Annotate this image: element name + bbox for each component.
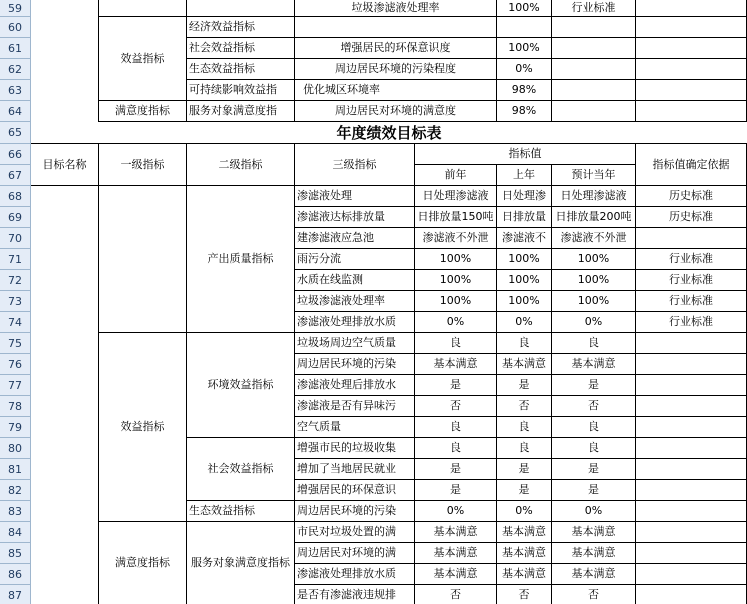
cell-basis-61[interactable]: [552, 38, 636, 59]
cell-basis-63[interactable]: [552, 80, 636, 101]
cell-level3-87[interactable]: 是否有渗滤液违规排: [295, 585, 415, 604]
cell-l2-eco[interactable]: 生态效益指标: [187, 501, 295, 522]
cell-extra-59[interactable]: [636, 0, 747, 17]
cell-l1-benefit[interactable]: 效益指标: [99, 333, 187, 522]
cell-l2-env[interactable]: 环境效益指标: [187, 333, 295, 438]
cell-last-year-76[interactable]: 基本满意: [497, 354, 552, 375]
cell-last-year-85[interactable]: 基本满意: [497, 543, 552, 564]
cell-forecast-71[interactable]: 100%: [552, 249, 636, 270]
row-header-67[interactable]: 67: [0, 165, 31, 186]
cell-val-60[interactable]: [497, 17, 552, 38]
cell-prev-year-83[interactable]: 0%: [415, 501, 497, 522]
cell-last-year-71[interactable]: 100%: [497, 249, 552, 270]
row-header-64[interactable]: 64: [0, 101, 31, 122]
cell-level3-80[interactable]: 增强市民的垃圾收集: [295, 438, 415, 459]
cell-level3-85[interactable]: 周边居民对环境的满: [295, 543, 415, 564]
cell-l2-59[interactable]: [187, 0, 295, 17]
cell-prev-year-85[interactable]: 基本满意: [415, 543, 497, 564]
cell-l1-output[interactable]: [99, 186, 187, 333]
cell-forecast-83[interactable]: 0%: [552, 501, 636, 522]
cell-prev-year-76[interactable]: 基本满意: [415, 354, 497, 375]
cell-level3-86[interactable]: 渗滤液处理排放水质: [295, 564, 415, 585]
cell-l3-60[interactable]: [295, 17, 497, 38]
cell-prev-year-82[interactable]: 是: [415, 480, 497, 501]
row-header-73[interactable]: 73: [0, 291, 31, 312]
cell-basis-73[interactable]: 行业标准: [636, 291, 747, 312]
cell-level3-69[interactable]: 渗滤液达标排放量: [295, 207, 415, 228]
cell-forecast-74[interactable]: 0%: [552, 312, 636, 333]
header-basis[interactable]: 指标值确定依据: [636, 144, 747, 186]
cell-basis-85[interactable]: [636, 543, 747, 564]
cell-extra-60[interactable]: [636, 17, 747, 38]
header-forecast-year[interactable]: 预计当年: [552, 165, 636, 186]
cell-l3-63[interactable]: 优化城区环境率: [295, 80, 497, 101]
cell-name-upper[interactable]: [31, 0, 99, 122]
header-last-year[interactable]: 上年: [497, 165, 552, 186]
cell-prev-year-84[interactable]: 基本满意: [415, 522, 497, 543]
cell-l2-social[interactable]: 社会效益指标: [187, 438, 295, 501]
cell-l3-62[interactable]: 周边居民环境的污染程度: [295, 59, 497, 80]
row-header-71[interactable]: 71: [0, 249, 31, 270]
cell-extra-63[interactable]: [636, 80, 747, 101]
cell-forecast-75[interactable]: 良: [552, 333, 636, 354]
cell-last-year-70[interactable]: 渗滤液不: [497, 228, 552, 249]
cell-forecast-78[interactable]: 否: [552, 396, 636, 417]
cell-basis-69[interactable]: 历史标准: [636, 207, 747, 228]
cell-forecast-80[interactable]: 良: [552, 438, 636, 459]
cell-val-61[interactable]: 100%: [497, 38, 552, 59]
cell-basis-72[interactable]: 行业标准: [636, 270, 747, 291]
cell-basis-74[interactable]: 行业标准: [636, 312, 747, 333]
cell-l1-satisfaction-upper[interactable]: 满意度指标: [99, 101, 187, 122]
cell-prev-year-80[interactable]: 良: [415, 438, 497, 459]
header-prev-year[interactable]: 前年: [415, 165, 497, 186]
row-header-72[interactable]: 72: [0, 270, 31, 291]
row-header-83[interactable]: 83: [0, 501, 31, 522]
cell-last-year-83[interactable]: 0%: [497, 501, 552, 522]
cell-level3-84[interactable]: 市民对垃圾处置的满: [295, 522, 415, 543]
cell-forecast-68[interactable]: 日处理渗滤液: [552, 186, 636, 207]
cell-last-year-78[interactable]: 否: [497, 396, 552, 417]
row-header-87[interactable]: 87: [0, 585, 31, 604]
cell-level3-70[interactable]: 建渗滤液应急池: [295, 228, 415, 249]
cell-basis-87[interactable]: [636, 585, 747, 604]
cell-forecast-82[interactable]: 是: [552, 480, 636, 501]
row-header-62[interactable]: 62: [0, 59, 31, 80]
row-header-68[interactable]: 68: [0, 186, 31, 207]
cell-prev-year-75[interactable]: 良: [415, 333, 497, 354]
cell-level3-82[interactable]: 增强居民的环保意识: [295, 480, 415, 501]
cell-forecast-84[interactable]: 基本满意: [552, 522, 636, 543]
row-header-75[interactable]: 75: [0, 333, 31, 354]
cell-level3-78[interactable]: 渗滤液是否有异味污: [295, 396, 415, 417]
cell-last-year-86[interactable]: 基本满意: [497, 564, 552, 585]
cell-basis-70[interactable]: [636, 228, 747, 249]
cell-basis-71[interactable]: 行业标准: [636, 249, 747, 270]
cell-basis-75[interactable]: [636, 333, 747, 354]
cell-basis-62[interactable]: [552, 59, 636, 80]
cell-basis-82[interactable]: [636, 480, 747, 501]
row-header-61[interactable]: 61: [0, 38, 31, 59]
cell-level3-73[interactable]: 垃圾渗滤液处理率: [295, 291, 415, 312]
cell-last-year-75[interactable]: 良: [497, 333, 552, 354]
row-header-66[interactable]: 66: [0, 144, 31, 165]
cell-prev-year-72[interactable]: 100%: [415, 270, 497, 291]
cell-extra-62[interactable]: [636, 59, 747, 80]
cell-level3-77[interactable]: 渗滤液处理后排放水: [295, 375, 415, 396]
header-indicator-values[interactable]: 指标值: [415, 144, 636, 165]
row-header-84[interactable]: 84: [0, 522, 31, 543]
cell-last-year-82[interactable]: 是: [497, 480, 552, 501]
table-title[interactable]: 年度绩效目标表: [31, 122, 747, 144]
row-header-78[interactable]: 78: [0, 396, 31, 417]
cell-last-year-81[interactable]: 是: [497, 459, 552, 480]
row-header-82[interactable]: 82: [0, 480, 31, 501]
cell-last-year-69[interactable]: 日排放量: [497, 207, 552, 228]
cell-level3-75[interactable]: 垃圾场周边空气质量: [295, 333, 415, 354]
cell-l3-61[interactable]: 增强居民的环保意识度: [295, 38, 497, 59]
cell-l2-64[interactable]: 服务对象满意度指: [187, 101, 295, 122]
row-header-63[interactable]: 63: [0, 80, 31, 101]
cell-basis-64[interactable]: [552, 101, 636, 122]
cell-l1-59[interactable]: [99, 0, 187, 17]
row-header-80[interactable]: 80: [0, 438, 31, 459]
cell-last-year-87[interactable]: 否: [497, 585, 552, 604]
cell-prev-year-78[interactable]: 否: [415, 396, 497, 417]
cell-last-year-77[interactable]: 是: [497, 375, 552, 396]
cell-forecast-85[interactable]: 基本满意: [552, 543, 636, 564]
cell-l2-62[interactable]: 生态效益指标: [187, 59, 295, 80]
header-level2[interactable]: 二级指标: [187, 144, 295, 186]
cell-basis-86[interactable]: [636, 564, 747, 585]
cell-target-name-body[interactable]: [31, 186, 99, 604]
cell-level3-68[interactable]: 渗滤液处理: [295, 186, 415, 207]
cell-forecast-69[interactable]: 日排放量200吨: [552, 207, 636, 228]
cell-forecast-73[interactable]: 100%: [552, 291, 636, 312]
cell-forecast-81[interactable]: 是: [552, 459, 636, 480]
row-header-77[interactable]: 77: [0, 375, 31, 396]
cell-level3-71[interactable]: 雨污分流: [295, 249, 415, 270]
cell-forecast-76[interactable]: 基本满意: [552, 354, 636, 375]
cell-l2-output-quality[interactable]: 产出质量指标: [187, 186, 295, 333]
cell-forecast-70[interactable]: 渗滤液不外泄: [552, 228, 636, 249]
cell-last-year-68[interactable]: 日处理渗: [497, 186, 552, 207]
cell-prev-year-87[interactable]: 否: [415, 585, 497, 604]
row-header-70[interactable]: 70: [0, 228, 31, 249]
cell-basis-68[interactable]: 历史标准: [636, 186, 747, 207]
cell-basis-76[interactable]: [636, 354, 747, 375]
cell-last-year-74[interactable]: 0%: [497, 312, 552, 333]
row-header-86[interactable]: 86: [0, 564, 31, 585]
cell-l3-64[interactable]: 周边居民对环境的满意度: [295, 101, 497, 122]
cell-l2-63[interactable]: 可持续影响效益指: [187, 80, 295, 101]
cell-level3-72[interactable]: 水质在线监测: [295, 270, 415, 291]
cell-last-year-73[interactable]: 100%: [497, 291, 552, 312]
row-header-59[interactable]: 59: [0, 0, 31, 17]
cell-prev-year-79[interactable]: 良: [415, 417, 497, 438]
cell-basis-81[interactable]: [636, 459, 747, 480]
cell-forecast-72[interactable]: 100%: [552, 270, 636, 291]
cell-level3-81[interactable]: 增加了当地居民就业: [295, 459, 415, 480]
cell-forecast-87[interactable]: 否: [552, 585, 636, 604]
row-header-79[interactable]: 79: [0, 417, 31, 438]
cell-prev-year-74[interactable]: 0%: [415, 312, 497, 333]
cell-basis-80[interactable]: [636, 438, 747, 459]
cell-prev-year-86[interactable]: 基本满意: [415, 564, 497, 585]
cell-val-64[interactable]: 98%: [497, 101, 552, 122]
cell-basis-83[interactable]: [636, 501, 747, 522]
cell-basis-84[interactable]: [636, 522, 747, 543]
row-header-81[interactable]: 81: [0, 459, 31, 480]
cell-l2-service-satisfaction[interactable]: 服务对象满意度指标: [187, 522, 295, 604]
cell-prev-year-71[interactable]: 100%: [415, 249, 497, 270]
row-header-60[interactable]: 60: [0, 17, 31, 38]
cell-basis-59[interactable]: 行业标准: [552, 0, 636, 17]
cell-level3-76[interactable]: 周边居民环境的污染: [295, 354, 415, 375]
row-header-74[interactable]: 74: [0, 312, 31, 333]
cell-basis-79[interactable]: [636, 417, 747, 438]
cell-prev-year-68[interactable]: 日处理渗滤液: [415, 186, 497, 207]
cell-level3-74[interactable]: 渗滤液处理排放水质: [295, 312, 415, 333]
cell-extra-64[interactable]: [636, 101, 747, 122]
cell-forecast-86[interactable]: 基本满意: [552, 564, 636, 585]
cell-basis-60[interactable]: [552, 17, 636, 38]
cell-val-59[interactable]: 100%: [497, 0, 552, 17]
cell-forecast-77[interactable]: 是: [552, 375, 636, 396]
cell-prev-year-77[interactable]: 是: [415, 375, 497, 396]
cell-prev-year-70[interactable]: 渗滤液不外泄: [415, 228, 497, 249]
cell-val-63[interactable]: 98%: [497, 80, 552, 101]
cell-last-year-79[interactable]: 良: [497, 417, 552, 438]
row-header-65[interactable]: 65: [0, 122, 31, 144]
cell-l2-60[interactable]: 经济效益指标: [187, 17, 295, 38]
cell-l1-satisfaction[interactable]: 满意度指标: [99, 522, 187, 604]
cell-prev-year-73[interactable]: 100%: [415, 291, 497, 312]
cell-forecast-79[interactable]: 良: [552, 417, 636, 438]
cell-last-year-84[interactable]: 基本满意: [497, 522, 552, 543]
header-level1[interactable]: 一级指标: [99, 144, 187, 186]
cell-l3-59[interactable]: 垃圾渗滤液处理率: [295, 0, 497, 17]
cell-l2-61[interactable]: 社会效益指标: [187, 38, 295, 59]
cell-basis-77[interactable]: [636, 375, 747, 396]
row-header-76[interactable]: 76: [0, 354, 31, 375]
row-header-69[interactable]: 69: [0, 207, 31, 228]
cell-l1-benefit-upper[interactable]: 效益指标: [99, 17, 187, 101]
header-target-name[interactable]: 目标名称: [31, 144, 99, 186]
cell-prev-year-69[interactable]: 日排放量150吨: [415, 207, 497, 228]
cell-last-year-80[interactable]: 良: [497, 438, 552, 459]
header-level3[interactable]: 三级指标: [295, 144, 415, 186]
cell-prev-year-81[interactable]: 是: [415, 459, 497, 480]
cell-basis-78[interactable]: [636, 396, 747, 417]
cell-val-62[interactable]: 0%: [497, 59, 552, 80]
row-header-85[interactable]: 85: [0, 543, 31, 564]
cell-extra-61[interactable]: [636, 38, 747, 59]
cell-last-year-72[interactable]: 100%: [497, 270, 552, 291]
cell-level3-83[interactable]: 周边居民环境的污染: [295, 501, 415, 522]
cell-level3-79[interactable]: 空气质量: [295, 417, 415, 438]
